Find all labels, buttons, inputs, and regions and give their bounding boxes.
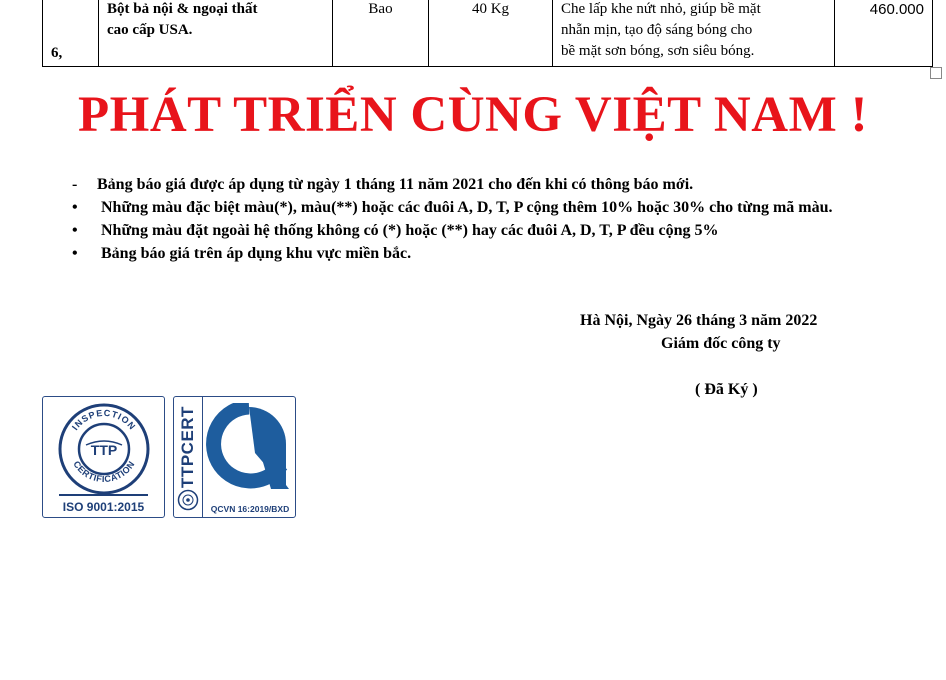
description-line-1: Che lấp khe nứt nhỏ, giúp bề mặt [561, 1, 761, 17]
table-row [43, 0, 933, 67]
slogan-heading: PHÁT TRIỂN CÙNG VIỆT NAM ! [78, 87, 868, 143]
product-description [553, 0, 835, 67]
cert-brand-text: TTPCERT [178, 406, 197, 488]
iso-seal-icon [43, 399, 164, 497]
table-resize-handle[interactable] [930, 67, 942, 79]
list-item [70, 196, 915, 219]
description-line-3: bề mặt sơn bóng, sơn siêu bóng. [561, 43, 755, 59]
iso-ring-bottom: CERTIFICATION [71, 459, 137, 485]
signer-title: Giám đốc công ty [661, 335, 781, 352]
note-text: Những màu đặc biệt màu(*), màu(**) hoặc các đuôi A, D, T, P cộng thêm 10% hoặc 30% cho từng mã màu. [101, 199, 833, 216]
product-name [99, 0, 333, 67]
iso-center-text: TTP [90, 442, 118, 458]
product-packing: 40 Kg [429, 0, 553, 67]
signature-block [560, 309, 900, 401]
ttpcert-logo [173, 396, 296, 518]
iso-certification-logo [42, 396, 165, 518]
note-text: Những màu đặt ngoài hệ thống không có (*) hoặc (**) hay các đuôi A, D, T, P đều cộng 5% [101, 222, 719, 239]
cert-code-label: QCVN 16:2019/BXD [210, 504, 290, 514]
list-item [70, 173, 915, 196]
list-item [70, 242, 915, 265]
place-date: Hà Nội, Ngày 26 tháng 3 năm 2022 [580, 312, 818, 329]
bullet-marker: • [72, 245, 78, 262]
note-text: Bảng báo giá trên áp dụng khu vực miền bắc. [101, 245, 412, 262]
price-table [42, 0, 933, 67]
description-line-2: nhẵn mịn, tạo độ sáng bóng cho [561, 22, 753, 38]
cert-side-panel [174, 397, 203, 517]
product-price: 460.000 [835, 0, 933, 67]
list-item [70, 219, 915, 242]
cr-mark-icon [203, 403, 295, 491]
svg-text:CERTIFICATION [71, 459, 136, 484]
row-number: 6, [43, 0, 99, 67]
product-name-line-2: cao cấp USA. [107, 22, 193, 38]
cert-emblem-icon [177, 489, 199, 511]
signed-mark: ( Đã Ký ) [695, 381, 758, 398]
note-text: Bảng báo giá được áp dụng từ ngày 1 tháng 11 năm 2021 cho đến khi có thông báo mới. [97, 176, 694, 193]
iso-standard-label: ISO 9001:2015 [62, 500, 145, 514]
product-unit: Bao [333, 0, 429, 67]
iso-ring-top: INSPECTION [69, 407, 138, 433]
bullet-marker: • [72, 199, 78, 216]
divider [59, 494, 148, 496]
product-name-line-1: Bột bả nội & ngoại thất [107, 1, 258, 17]
bullet-marker: • [72, 222, 78, 239]
notes-list [70, 173, 915, 265]
dash-marker: - [72, 176, 78, 193]
